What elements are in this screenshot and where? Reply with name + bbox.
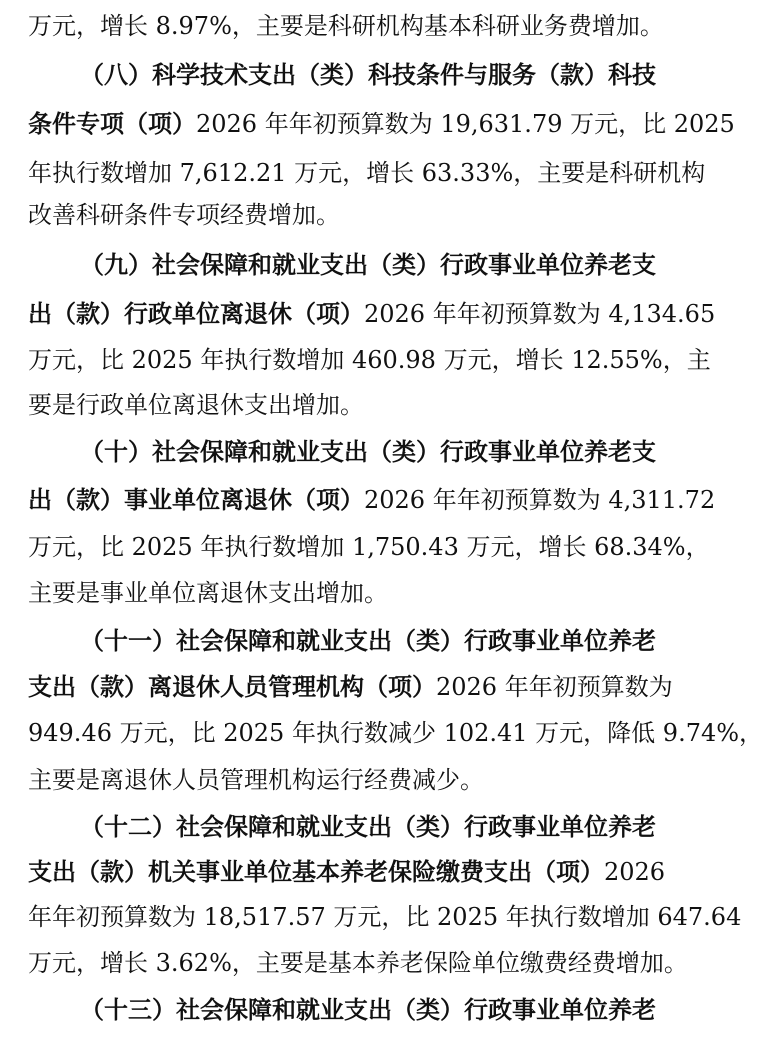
section-heading-12: （十二）社会保障和就业支出（类）行政事业单位养老 bbox=[80, 812, 656, 841]
text-line: 出（款）行政单位离退休（项）2026 年年初预算数为 4,134.65 bbox=[28, 299, 716, 328]
text-line: 万元，增长 8.97%，主要是科研机构基本科研业务费增加。 bbox=[28, 12, 664, 40]
text-line: 万元，比 2025 年执行数增加 1,750.43 万元，增长 68.34%， bbox=[28, 533, 710, 561]
section-heading-13: （十三）社会保障和就业支出（类）行政事业单位养老 bbox=[80, 995, 656, 1024]
text-line: 改善科研条件专项经费增加。 bbox=[28, 201, 340, 229]
text-line: 主要是离退休人员管理机构运行经费减少。 bbox=[28, 766, 484, 794]
section-heading-9: （九）社会保障和就业支出（类）行政事业单位养老支 bbox=[80, 250, 656, 279]
text-line: 支出（款）离退休人员管理机构（项）2026 年年初预算数为 bbox=[28, 672, 673, 701]
text-line: 条件专项（项）2026 年年初预算数为 19,631.79 万元，比 2025 bbox=[28, 109, 735, 138]
text-line: 949.46 万元，比 2025 年执行数减少 102.41 万元，降低 9.74%， bbox=[28, 719, 763, 747]
text-line: 万元，增长 3.62%，主要是基本养老保险单位缴费经费增加。 bbox=[28, 949, 688, 977]
section-heading-8: （八）科学技术支出（类）科技条件与服务（款）科技 bbox=[80, 60, 656, 89]
text-line: 万元，比 2025 年执行数增加 460.98 万元，增长 12.55%，主 bbox=[28, 346, 711, 374]
text-line: 年执行数增加 7,612.21 万元，增长 63.33%，主要是科研机构 bbox=[28, 159, 706, 187]
section-heading-11: （十一）社会保障和就业支出（类）行政事业单位养老 bbox=[80, 626, 656, 655]
text-line: 要是行政单位离退休支出增加。 bbox=[28, 391, 364, 419]
text-line: 支出（款）机关事业单位基本养老保险缴费支出（项）2026 bbox=[28, 857, 666, 886]
text-line: 主要是事业单位离退休支出增加。 bbox=[28, 579, 388, 607]
section-heading-10: （十）社会保障和就业支出（类）行政事业单位养老支 bbox=[80, 437, 656, 466]
text-line: 年年初预算数为 18,517.57 万元，比 2025 年执行数增加 647.64 bbox=[28, 903, 742, 931]
text-line: 出（款）事业单位离退休（项）2026 年年初预算数为 4,311.72 bbox=[28, 485, 716, 514]
